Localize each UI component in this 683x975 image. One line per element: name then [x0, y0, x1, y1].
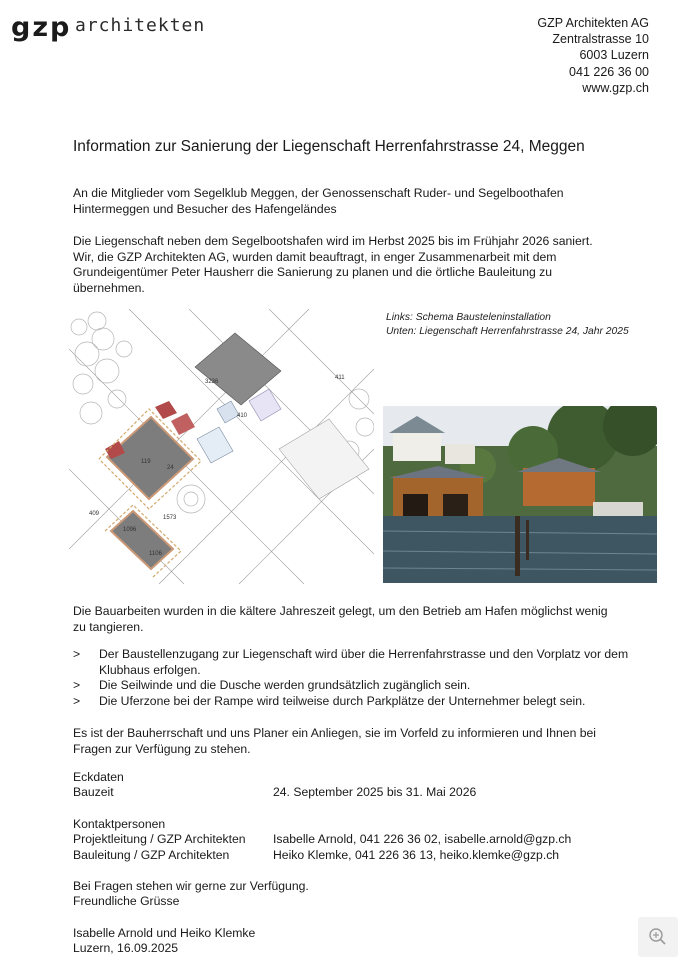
list-item — [73, 647, 663, 678]
works-paragraph — [73, 604, 633, 635]
list-item-text: Die Seilwinde und die Dusche werden grundsätzlich zugänglich sein. — [99, 678, 471, 693]
concern-line: Fragen zur Verfügung zu stehen. — [73, 741, 251, 756]
plan-label: 411 — [335, 375, 345, 381]
phone: 041 226 36 00 — [569, 64, 649, 79]
plan-label: 3236 — [205, 379, 219, 385]
intro-paragraph — [73, 234, 633, 296]
list-item-text: Klubhaus erfolgen. — [99, 662, 201, 677]
bauzeit-label: Bauzeit — [73, 785, 114, 799]
list-item-text: Der Baustellenzugang zur Liegenschaft wird über die Herrenfahrstrasse und den Vorplatz vor dem — [99, 647, 629, 661]
closing-line: Bei Fragen stehen wir gerne zur Verfügung. — [73, 879, 309, 893]
contact-role: Projektleitung / GZP Architekten — [73, 832, 246, 846]
plan-label: 119 — [141, 459, 151, 465]
concern-paragraph — [73, 726, 633, 757]
salutation — [73, 186, 633, 217]
bullet-marker: > — [73, 693, 81, 708]
site-plan-image — [69, 309, 374, 584]
bullet-marker: > — [73, 678, 81, 693]
signature-place-date: Luzern, 16.09.2025 — [73, 941, 179, 955]
closing-greeting: Freundliche Grüsse — [73, 894, 180, 908]
company-name: GZP Architekten AG — [537, 16, 649, 30]
contact-details: Heiko Klemke, 041 226 36 13, heiko.klemke@gzp.ch — [273, 848, 560, 862]
eckdaten-heading: Eckdaten — [73, 770, 124, 784]
plan-label: 409 — [89, 511, 100, 517]
city: 6003 Luzern — [579, 48, 649, 63]
image-captions — [386, 311, 629, 339]
site-plan-drawing — [69, 309, 374, 584]
intro-line: Die Liegenschaft neben dem Segelbootshafen wird im Herbst 2025 bis im Frühjahr 2026 saniert. — [73, 234, 593, 248]
caption-below: Unten: Liegenschaft Herrenfahrstrasse 24, Jahr 2025 — [386, 326, 629, 337]
intro-line: Wir, die GZP Architekten AG, wurden damit beauftragt, in enger Zusammenarbeit mit dem — [73, 249, 557, 264]
intro-line: Grundeigentümer Peter Hausherr die Sanierung zu planen und die örtliche Bauleitung zu — [73, 265, 553, 280]
list-item — [73, 678, 663, 694]
intro-line: übernehmen. — [73, 280, 145, 295]
signature-names: Isabelle Arnold und Heiko Klemke — [73, 926, 256, 940]
contact-details: Isabelle Arnold, 041 226 36 02, isabelle.arnold@gzp.ch — [273, 832, 572, 846]
salutation-line: Hintermeggen und Besucher des Hafengeländes — [73, 201, 337, 216]
website: www.gzp.ch — [582, 80, 649, 95]
contact-row — [73, 832, 571, 848]
contact-role: Bauleitung / GZP Architekten — [73, 848, 230, 862]
list-item-text: Die Uferzone bei der Rampe wird teilweise durch Parkplätze der Unternehmer belegt sein. — [99, 693, 586, 708]
kontakt-heading: Kontaktpersonen — [73, 817, 166, 831]
logo-wordmark: architekten — [75, 15, 206, 36]
contact-row — [73, 848, 559, 864]
plan-label: 410 — [237, 413, 248, 419]
plan-label: 24 — [167, 465, 174, 471]
street: Zentralstrasse 10 — [552, 32, 649, 47]
plan-label: 1106 — [149, 551, 162, 557]
property-photo — [383, 406, 657, 583]
sender-address — [537, 15, 649, 96]
plan-label: 1096 — [123, 527, 137, 533]
logo-mark: gzp — [11, 12, 72, 43]
bauzeit-row — [73, 785, 476, 801]
list-item — [73, 694, 663, 710]
lake-photo-drawing — [383, 406, 657, 583]
bauzeit-value: 24. September 2025 bis 31. Mai 2026 — [273, 785, 477, 799]
zoom-in-icon — [638, 917, 678, 957]
works-line: zu tangieren. — [73, 619, 144, 634]
salutation-line: An die Mitglieder vom Segelklub Meggen, der Genossenschaft Ruder- und Segelboothafen — [73, 186, 564, 200]
caption-left: Links: Schema Bausteleninstallation — [386, 312, 551, 323]
bullet-marker: > — [73, 647, 81, 661]
document-title: Information zur Sanierung der Liegenschaft Herrenfahrstrasse 24, Meggen — [73, 138, 585, 155]
plan-label: 1573 — [163, 515, 177, 521]
works-line: Die Bauarbeiten wurden in die kältere Jahreszeit gelegt, um den Betrieb am Hafen möglichst wenig — [73, 604, 608, 618]
info-bullet-list — [73, 647, 663, 709]
zoom-in-button[interactable] — [638, 917, 678, 957]
concern-line: Es ist der Bauherrschaft und uns Planer ein Anliegen, sie im Vorfeld zu informieren und Ihnen bei — [73, 726, 597, 740]
